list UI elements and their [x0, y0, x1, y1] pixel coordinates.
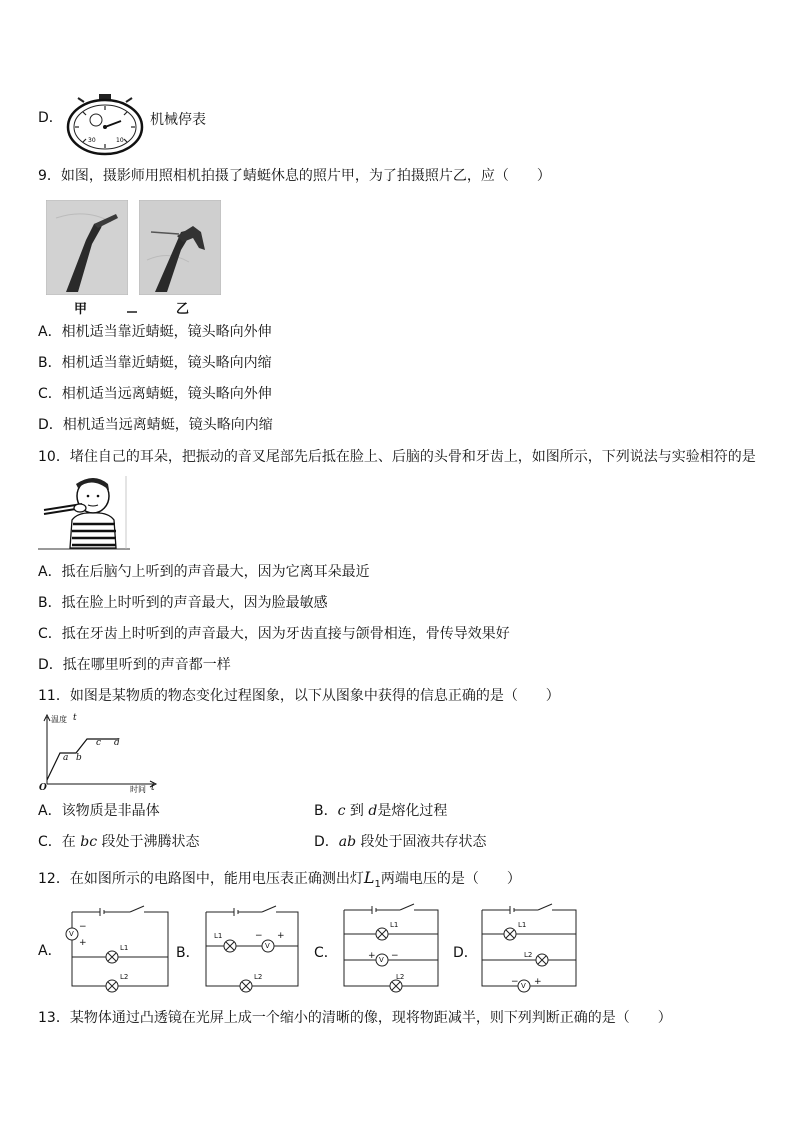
- q12-circuit-b-l1-label: L1: [214, 932, 223, 940]
- q8-option-d-letter: D．: [38, 110, 63, 126]
- q12-circuit-b-plus: +: [277, 931, 285, 941]
- q11-y-axis-label: 温度: [51, 715, 67, 724]
- q12-circuit-b-minus: −: [255, 931, 263, 941]
- q12-circuit-a-letter: A．: [38, 943, 62, 959]
- q11-x-axis-var: t: [151, 783, 155, 793]
- q12-circuit-b-letter: B．: [176, 945, 200, 961]
- q10-option-b: B．抵在脸上时听到的声音最大，因为脸最敏感: [38, 595, 328, 611]
- q11-point-b: b: [76, 753, 82, 763]
- q10-option-c: C．抵在牙齿上时听到的声音最大，因为牙齿直接与颌骨相连，骨传导效果好: [38, 626, 510, 642]
- q11-option-b-mid: 到: [349, 803, 364, 819]
- q12-circuit-d-voltmeter-v: V: [521, 982, 526, 990]
- q10-stem: 10．堵住自己的耳朵，把振动的音叉尾部先后抵在脸上、后脑的头骨和牙齿上，如图所示，下列说法与实验相符的是: [38, 449, 756, 465]
- q9-option-b: B．相机适当靠近蜻蜓，镜头略向内缩: [38, 355, 272, 371]
- q12-circuit-a-l2-label: L2: [120, 973, 129, 981]
- q9-option-a: A．相机适当靠近蜻蜓，镜头略向外伸: [38, 324, 272, 340]
- q9-photo-label-yi: 乙: [176, 302, 190, 317]
- q11-option-b: [314, 802, 447, 820]
- q9-option-d: D．相机适当远离蜻蜓，镜头略向内缩: [38, 417, 273, 433]
- q11-point-d: d: [114, 738, 120, 748]
- q9-stem: 9．如图，摄影师用照相机拍摄了蜻蜓休息的照片甲，为了拍摄照片乙，应（ ）: [38, 168, 551, 184]
- q12-circuit-a-l1-label: L1: [120, 944, 129, 952]
- q11-option-d-var: ab: [338, 834, 357, 850]
- q9-photo-yi: [139, 200, 221, 295]
- q11-option-c-post: 段处于沸腾状态: [101, 834, 200, 850]
- q10-option-d: D．抵在哪里听到的声音都一样: [38, 657, 231, 673]
- q12-circuit-b-l2-label: L2: [254, 973, 263, 981]
- q12-circuit-c: [336, 898, 446, 994]
- q12-circuit-d-plus: +: [534, 977, 542, 987]
- q11-option-c-pre: C．在: [38, 834, 76, 850]
- q11-option-b-post: 是熔化过程: [377, 803, 448, 819]
- q11-x-axis-label: 时间: [130, 785, 146, 794]
- q12-circuit-d-letter: D．: [453, 945, 478, 961]
- q12-circuit-b: [198, 902, 306, 994]
- q10-option-a: A．抵在后脑勺上听到的声音最大，因为它离耳朵最近: [38, 564, 370, 580]
- q12-circuit-a-voltmeter-v: V: [69, 930, 74, 938]
- q11-y-axis-var: t: [73, 713, 77, 723]
- q12-circuit-c-letter: C．: [314, 945, 338, 961]
- q12-circuit-c-l1-label: L1: [390, 921, 399, 929]
- svg-text:10: 10: [116, 137, 124, 144]
- q12-circuit-a: [64, 902, 176, 994]
- q8-option-d-text: 机械停表: [150, 112, 206, 128]
- stopwatch-image: [66, 92, 146, 156]
- q12-circuit-d-minus: −: [511, 977, 519, 987]
- q11-option-c-var: bc: [80, 834, 98, 850]
- q12-circuit-c-l2-label: L2: [396, 973, 405, 981]
- q12-stem-sub: 1: [374, 878, 381, 890]
- q11-option-b-d: d: [368, 803, 378, 819]
- q12-stem-lamp: L: [363, 868, 375, 887]
- q12-circuit-a-plus: +: [79, 938, 87, 948]
- q9-photo-divider: [127, 311, 137, 313]
- q11-option-d-post: 段处于固液共存状态: [360, 834, 487, 850]
- q11-point-a: a: [63, 753, 69, 763]
- q9-photo-label-jia: 甲: [74, 302, 88, 317]
- q12-circuit-d: [474, 898, 584, 994]
- q11-option-d-pre: D．: [314, 834, 339, 850]
- q11-option-b-pre: B．: [314, 803, 338, 819]
- q12-circuit-d-l1-label: L1: [518, 921, 527, 929]
- q12-circuit-b-voltmeter-v: V: [265, 942, 270, 950]
- q12-circuit-c-plus: +: [368, 951, 376, 961]
- q10-boy-tuning-fork-image: [38, 476, 130, 550]
- q11-option-c: [38, 833, 200, 851]
- q11-option-a: A．该物质是非晶体: [38, 803, 160, 819]
- q12-stem: [38, 869, 521, 894]
- q9-photo-jia: [46, 200, 128, 295]
- q12-circuit-a-minus: −: [79, 922, 87, 932]
- q11-point-c: c: [96, 738, 102, 748]
- q9-option-c: C．相机适当远离蜻蜓，镜头略向外伸: [38, 386, 272, 402]
- q12-circuit-c-minus: −: [391, 951, 399, 961]
- q11-phase-change-graph: [38, 713, 160, 795]
- q12-stem-pre: 12．在如图所示的电路图中，能用电压表正确测出灯: [38, 871, 364, 887]
- q11-option-b-c: c: [337, 803, 346, 819]
- svg-text:30: 30: [88, 137, 96, 144]
- q12-circuit-d-l2-label: L2: [524, 951, 533, 959]
- q13-stem: 13．某物体通过凸透镜在光屏上成一个缩小的清晰的像，现将物距减半，则下列判断正确的是（ ）: [38, 1010, 672, 1026]
- q11-option-d: [314, 833, 487, 851]
- q12-circuit-c-voltmeter-v: V: [379, 956, 384, 964]
- q12-stem-post: 两端电压的是（ ）: [380, 871, 521, 887]
- q11-stem: 11．如图是某物质的物态变化过程图象，以下从图象中获得的信息正确的是（ ）: [38, 688, 560, 704]
- q11-origin-label: O: [39, 783, 47, 793]
